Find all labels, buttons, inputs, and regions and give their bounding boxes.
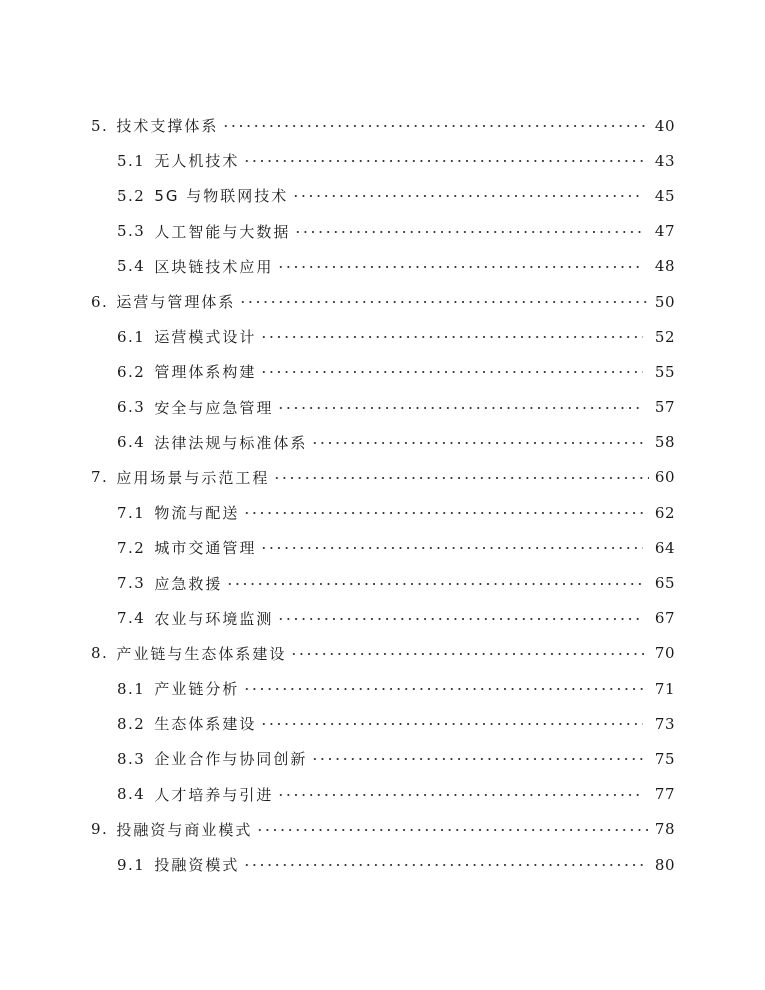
- toc-entry-6-1[interactable]: [0, 319, 765, 354]
- toc-entry-page[interactable]: 65: [654, 574, 675, 593]
- dot-leader: [277, 785, 643, 797]
- toc-entry-8[interactable]: [0, 636, 765, 671]
- toc-entry-page[interactable]: 52: [654, 327, 675, 346]
- toc-entry-number: 8.3: [117, 749, 146, 768]
- dot-leader: [277, 609, 643, 621]
- table-of-contents: [0, 108, 765, 882]
- dot-leader: [273, 468, 649, 480]
- toc-entry-content: [117, 854, 675, 875]
- toc-entry-content: [117, 573, 675, 594]
- toc-entry-content: [91, 115, 675, 136]
- toc-entry-number: 5.3: [117, 222, 146, 241]
- toc-entry-5-1[interactable]: [0, 143, 765, 178]
- toc-entry-number: 7.3: [117, 574, 146, 593]
- dot-leader: [260, 538, 643, 550]
- toc-entry-title[interactable]: 物流与配送: [154, 504, 240, 523]
- toc-entry-9-1[interactable]: [0, 847, 765, 882]
- toc-entry-7[interactable]: [0, 460, 765, 495]
- toc-entry-content: [91, 819, 675, 840]
- toc-entry-content: [117, 397, 675, 418]
- toc-entry-page[interactable]: 47: [654, 222, 675, 241]
- toc-entry-page[interactable]: 73: [654, 714, 675, 733]
- toc-entry-page[interactable]: 75: [654, 749, 675, 768]
- dot-leader: [277, 398, 643, 410]
- toc-entry-page[interactable]: 78: [654, 820, 675, 839]
- toc-entry-page[interactable]: 58: [654, 433, 675, 452]
- toc-entry-content: [91, 643, 675, 664]
- toc-entry-number: 8.1: [117, 679, 146, 698]
- toc-entry-title[interactable]: 运营模式设计: [154, 328, 257, 347]
- toc-entry-content: [117, 713, 675, 734]
- toc-entry-number: 9.: [91, 820, 109, 839]
- toc-entry-title[interactable]: 生态体系建设: [154, 715, 257, 734]
- toc-entry-title[interactable]: 应用场景与示范工程: [116, 468, 270, 487]
- dot-leader: [294, 222, 643, 234]
- toc-entry-page[interactable]: 40: [654, 116, 675, 135]
- toc-entry-content: [117, 678, 675, 699]
- toc-entry-title[interactable]: 无人机技术: [154, 152, 240, 171]
- toc-entry-8-4[interactable]: [0, 777, 765, 812]
- toc-entry-content: [117, 221, 675, 242]
- dot-leader: [226, 574, 643, 586]
- dot-leader: [222, 116, 649, 128]
- toc-entry-content: [117, 361, 675, 382]
- toc-entry-title[interactable]: 农业与环境监测: [154, 609, 274, 628]
- toc-entry-number: 6.1: [117, 327, 146, 346]
- toc-entry-number: 9.1: [117, 855, 146, 874]
- toc-entry-title[interactable]: 管理体系构建: [154, 363, 257, 382]
- toc-entry-title[interactable]: 产业链分析: [154, 680, 240, 699]
- toc-entry-title[interactable]: 投融资与商业模式: [116, 820, 253, 839]
- toc-entry-title[interactable]: 法律法规与标准体系: [154, 433, 308, 452]
- toc-entry-7-3[interactable]: [0, 565, 765, 600]
- toc-entry-page[interactable]: 43: [654, 151, 675, 170]
- toc-entry-content: [117, 784, 675, 805]
- dot-leader: [243, 679, 643, 691]
- toc-entry-page[interactable]: 50: [654, 292, 675, 311]
- dot-leader: [243, 151, 643, 163]
- toc-entry-content: [117, 150, 675, 171]
- toc-entry-number: 5.: [91, 116, 109, 135]
- toc-entry-number: 7.4: [117, 609, 146, 628]
- toc-entry-title[interactable]: 人工智能与大数据: [154, 222, 291, 241]
- toc-entry-9[interactable]: [0, 812, 765, 847]
- toc-entry-6-4[interactable]: [0, 425, 765, 460]
- toc-entry-content: [91, 291, 675, 312]
- toc-entry-title[interactable]: 城市交通管理: [154, 539, 257, 558]
- toc-entry-content: [117, 256, 675, 277]
- toc-entry-title[interactable]: 产业链与生态体系建设: [116, 644, 287, 663]
- toc-entry-8-2[interactable]: [0, 706, 765, 741]
- toc-entry-number: 6.4: [117, 433, 146, 452]
- dot-leader: [243, 855, 643, 867]
- toc-entry-5-3[interactable]: [0, 214, 765, 249]
- toc-entry-page[interactable]: 67: [654, 609, 675, 628]
- toc-entry-content: [117, 432, 675, 453]
- dot-leader: [256, 820, 649, 832]
- toc-entry-page[interactable]: 71: [654, 679, 675, 698]
- toc-entry-number: 8.4: [117, 785, 146, 804]
- dot-leader: [260, 362, 643, 374]
- toc-entry-title[interactable]: 区块链技术应用: [154, 257, 274, 276]
- toc-entry-title[interactable]: 应急救援: [154, 574, 223, 593]
- toc-entry-number: 5.1: [117, 151, 146, 170]
- toc-entry-page[interactable]: 57: [654, 398, 675, 417]
- toc-entry-title[interactable]: 运营与管理体系: [116, 293, 236, 312]
- dot-leader: [260, 327, 643, 339]
- dot-leader: [311, 433, 643, 445]
- toc-entry-8-3[interactable]: [0, 741, 765, 776]
- toc-entry-title[interactable]: 安全与应急管理: [154, 398, 274, 417]
- dot-leader: [311, 749, 643, 761]
- dot-leader: [260, 714, 643, 726]
- toc-entry-number: 6.: [91, 292, 109, 311]
- dot-leader: [239, 292, 649, 304]
- toc-entry-content: [91, 467, 675, 488]
- toc-entry-number: 7.1: [117, 503, 146, 522]
- toc-entry-title[interactable]: 投融资模式: [154, 856, 240, 875]
- toc-entry-number: 7.: [91, 468, 109, 487]
- toc-entry-number: 5.4: [117, 257, 146, 276]
- toc-entry-content: [117, 502, 675, 523]
- dot-leader: [243, 503, 643, 515]
- toc-entry-5-2[interactable]: [0, 178, 765, 213]
- toc-entry-title[interactable]: 企业合作与协同创新: [154, 750, 308, 769]
- toc-entry-number: 5.2: [117, 186, 146, 205]
- toc-entry-7-4[interactable]: [0, 601, 765, 636]
- toc-entry-page[interactable]: 62: [654, 503, 675, 522]
- toc-entry-number: 8.: [91, 644, 109, 663]
- toc-entry-number: 8.2: [117, 714, 146, 733]
- dot-leader: [290, 644, 649, 656]
- toc-entry-page[interactable]: 80: [654, 855, 675, 874]
- toc-entry-6-2[interactable]: [0, 354, 765, 389]
- toc-entry-page[interactable]: 48: [654, 257, 675, 276]
- toc-entry-5-4[interactable]: [0, 249, 765, 284]
- toc-entry-title[interactable]: 5G 与物联网技术: [154, 187, 289, 206]
- toc-entry-title[interactable]: 人才培养与引进: [154, 785, 274, 804]
- toc-entry-page[interactable]: 60: [654, 468, 675, 487]
- toc-entry-content: [117, 537, 675, 558]
- toc-entry-page[interactable]: 64: [654, 538, 675, 557]
- toc-entry-title[interactable]: 技术支撑体系: [116, 117, 219, 136]
- toc-entry-7-2[interactable]: [0, 530, 765, 565]
- toc-entry-page[interactable]: 77: [654, 785, 675, 804]
- toc-entry-content: [117, 748, 675, 769]
- toc-entry-page[interactable]: 55: [654, 362, 675, 381]
- toc-entry-6[interactable]: [0, 284, 765, 319]
- toc-entry-page[interactable]: 70: [654, 644, 675, 663]
- toc-entry-content: [117, 185, 675, 206]
- toc-entry-number: 6.2: [117, 362, 146, 381]
- toc-entry-content: [117, 326, 675, 347]
- toc-entry-6-3[interactable]: [0, 390, 765, 425]
- toc-entry-7-1[interactable]: [0, 495, 765, 530]
- toc-entry-number: 6.3: [117, 398, 146, 417]
- toc-entry-8-1[interactable]: [0, 671, 765, 706]
- dot-leader: [277, 257, 643, 269]
- toc-entry-page[interactable]: 45: [654, 186, 675, 205]
- toc-entry-5[interactable]: [0, 108, 765, 143]
- toc-entry-number: 7.2: [117, 538, 146, 557]
- dot-leader: [292, 186, 643, 198]
- toc-entry-content: [117, 608, 675, 629]
